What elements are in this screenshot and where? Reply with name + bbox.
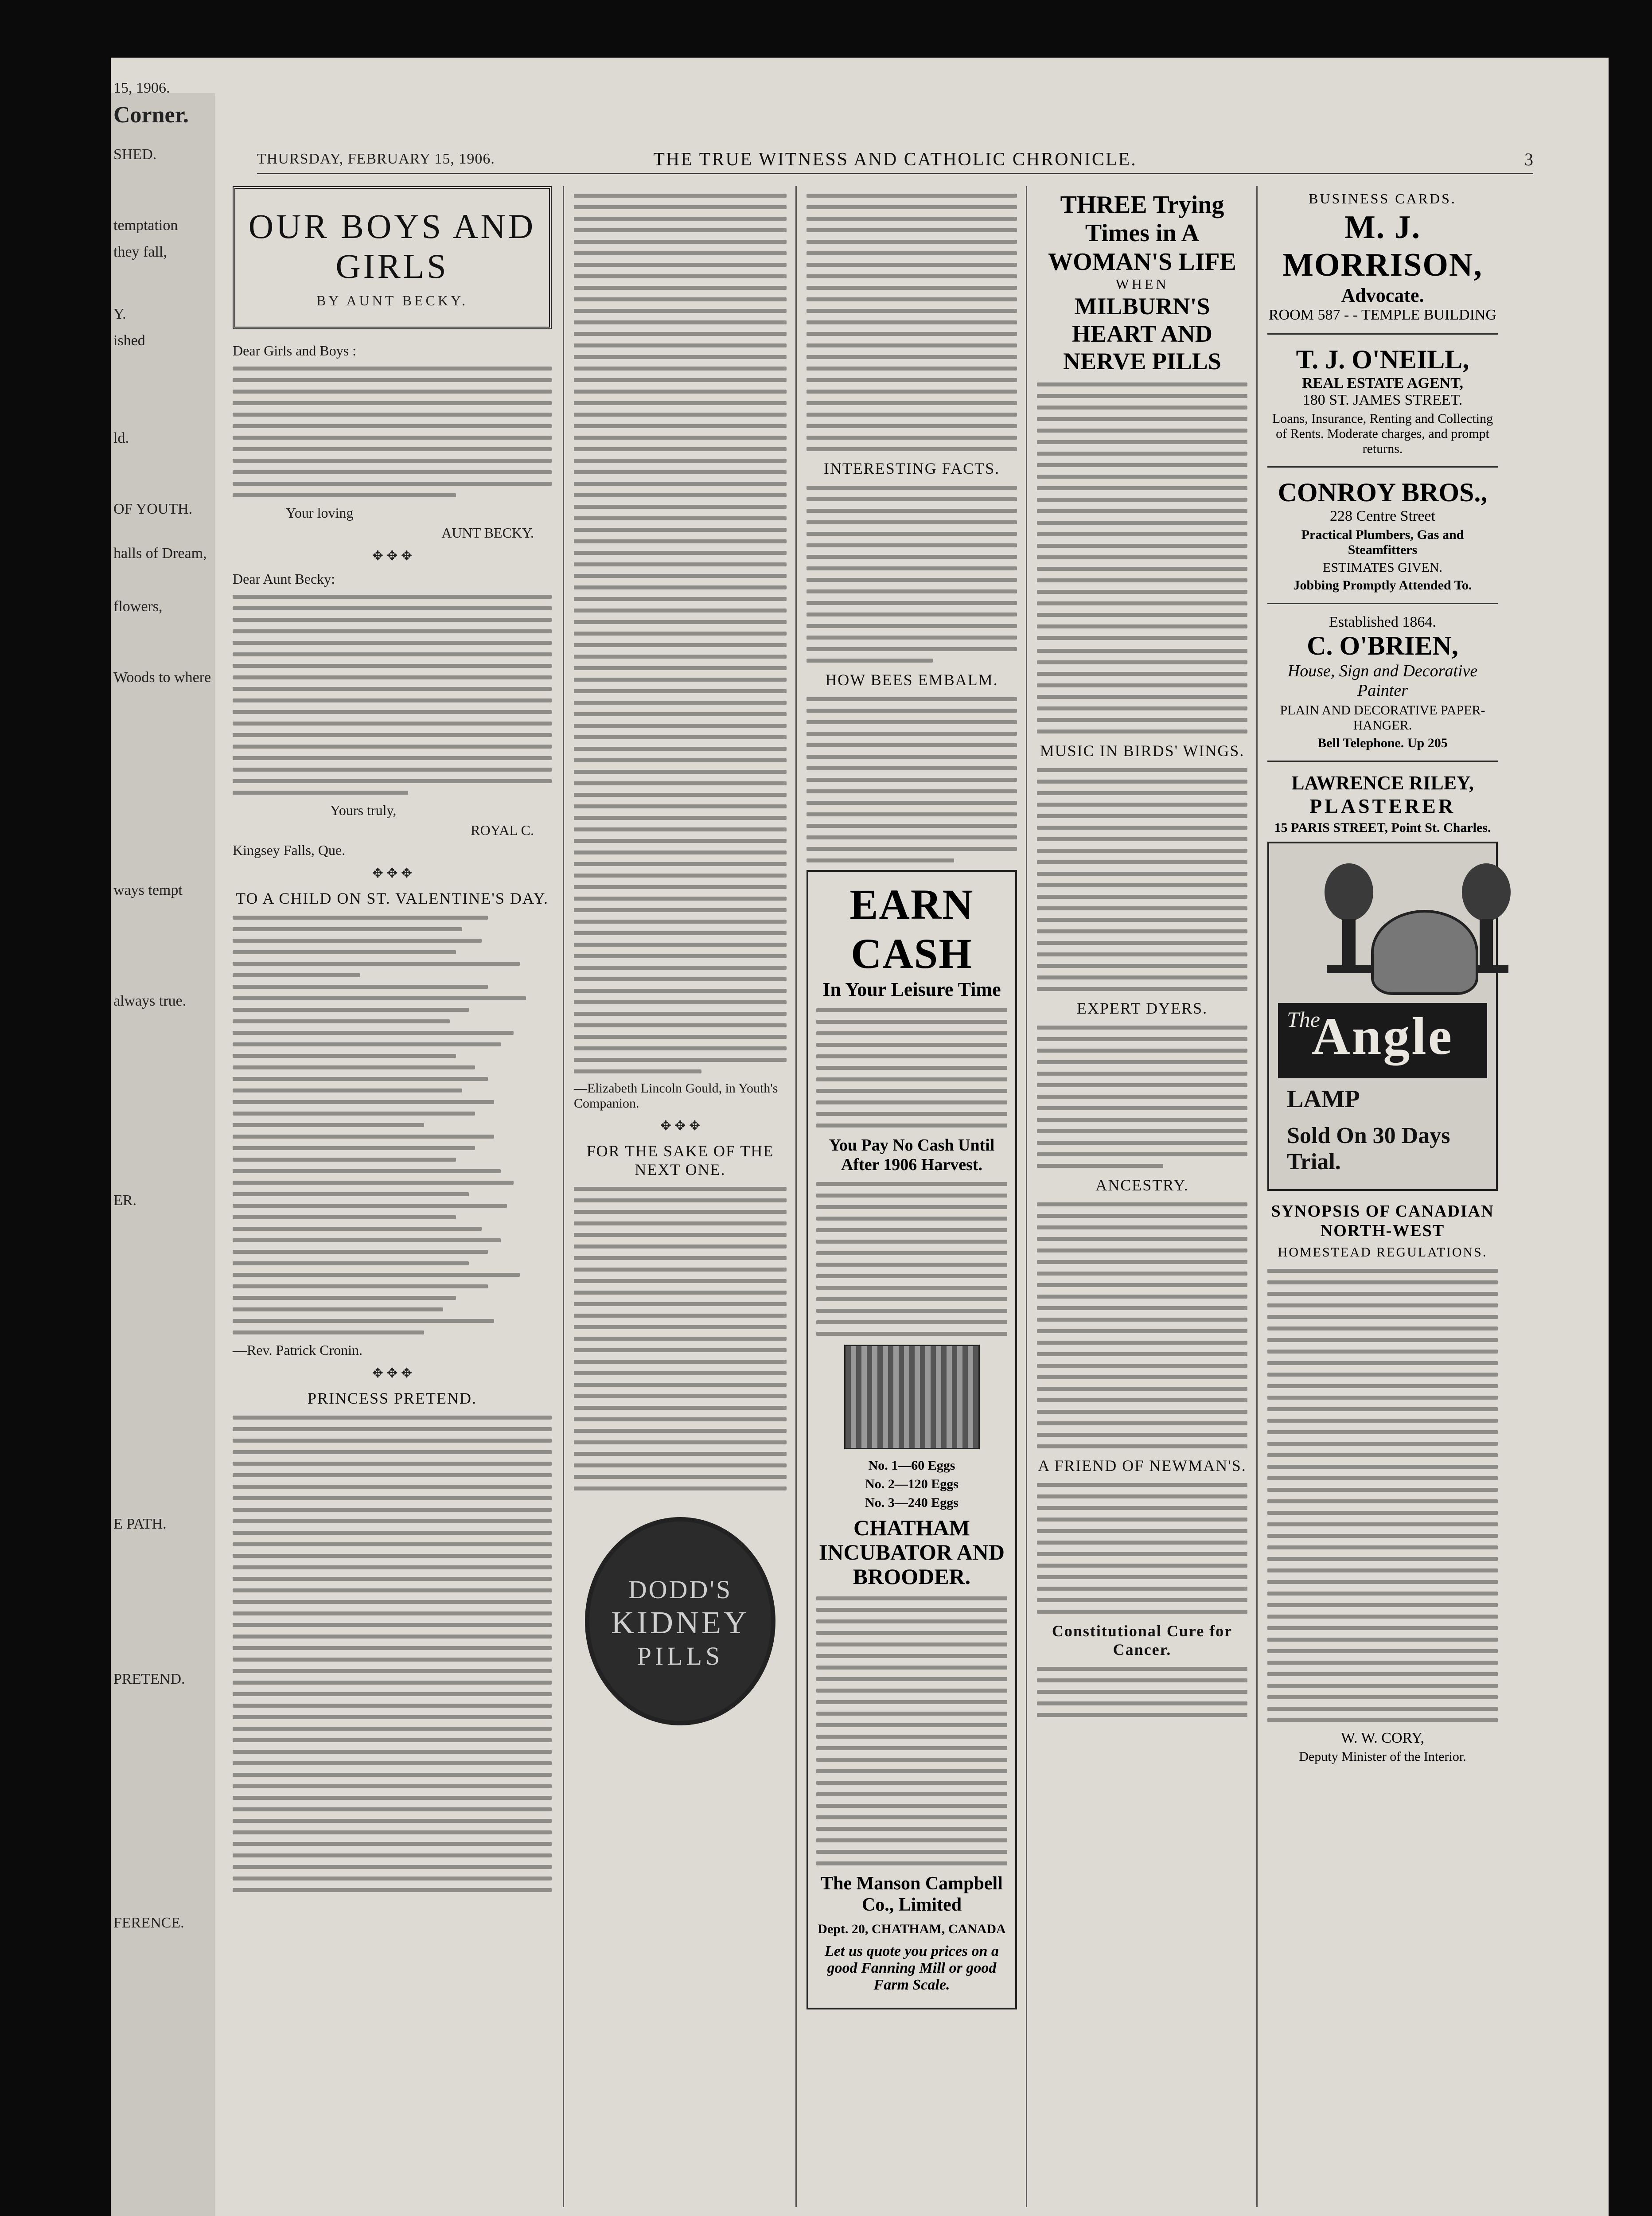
divider-stars: ✥ ✥ ✥ bbox=[372, 1366, 413, 1381]
facts-body bbox=[807, 486, 1017, 663]
heading-expert-dyers: EXPERT DYERS. bbox=[1076, 999, 1208, 1018]
prev-page-fragment: Woods to where bbox=[113, 669, 211, 686]
ad-body bbox=[1037, 382, 1247, 640]
heading-bees: HOW BEES EMBALM. bbox=[825, 671, 998, 689]
card-phone: Bell Telephone. Up 205 bbox=[1317, 736, 1448, 750]
divider-stars: ✥ ✥ ✥ bbox=[372, 549, 413, 563]
dodds-kidney-pills-ad bbox=[585, 1517, 775, 1725]
article-body bbox=[807, 194, 1017, 451]
bees-body bbox=[807, 697, 1017, 862]
letter-body bbox=[233, 367, 552, 497]
card-trade: PLASTERER bbox=[1309, 795, 1456, 817]
card-note: Jobbing Promptly Attended To. bbox=[1293, 578, 1472, 593]
signed-name: W. W. CORY, bbox=[1340, 1730, 1425, 1746]
synopsis-heading: SYNOPSIS OF CANADIAN NORTH-WEST bbox=[1271, 1202, 1494, 1240]
cards-heading: BUSINESS CARDS. bbox=[1309, 191, 1457, 207]
reader-letter-place: Kingsey Falls, Que. bbox=[233, 842, 346, 858]
column-rule bbox=[1256, 186, 1258, 2207]
story-title: PRINCESS PRETEND. bbox=[307, 1389, 477, 1407]
ad-offer: You Pay No Cash Until After 1906 Harvest. bbox=[829, 1136, 995, 1174]
poem-body bbox=[233, 916, 552, 1334]
reader-letter-closing: Yours truly, bbox=[330, 802, 397, 818]
prev-page-fragment: they fall, bbox=[113, 244, 167, 260]
column-1 bbox=[233, 186, 552, 2216]
page-number: 3 bbox=[1524, 149, 1533, 169]
card-address: 15 PARIS STREET, Point St. Charles. bbox=[1274, 820, 1491, 835]
card-address: 228 Centre Street bbox=[1330, 508, 1435, 524]
angle-lamp-ad bbox=[1267, 842, 1498, 1191]
homestead-heading: HOMESTEAD REGULATIONS. bbox=[1278, 1245, 1488, 1260]
heading-newman: A FRIEND OF NEWMAN'S. bbox=[1038, 1457, 1247, 1475]
card-trade: House, Sign and Decorative Painter bbox=[1287, 662, 1478, 700]
prev-page-fragment: Y. bbox=[113, 306, 126, 322]
letter-greeting: Dear Girls and Boys : bbox=[233, 343, 357, 359]
ad-line: WHEN bbox=[1115, 276, 1169, 293]
card-name: C. O'BRIEN, bbox=[1307, 631, 1458, 660]
ad-tagline: Let us quote you prices on a good Fanning Mill or good Farm Scale. bbox=[825, 1943, 999, 1993]
letter-signature: AUNT BECKY. bbox=[441, 525, 534, 541]
ad-address: Dept. 20, CHATHAM, CANADA bbox=[818, 1922, 1006, 1936]
card-established: Established 1864. bbox=[1329, 614, 1436, 630]
music-body bbox=[1037, 768, 1247, 991]
prev-page-fragment: halls of Dream, bbox=[113, 545, 207, 562]
column-3 bbox=[807, 186, 1017, 2216]
cancer-body bbox=[1037, 1667, 1247, 1717]
card-name: M. J. MORRISON, bbox=[1282, 209, 1483, 283]
ancestry-body bbox=[1037, 1202, 1247, 1448]
ad-company: The Manson Campbell Co., Limited bbox=[821, 1873, 1003, 1915]
section-title: OUR BOYS AND GIRLS bbox=[248, 207, 536, 285]
prev-page-corner: Corner. bbox=[113, 102, 189, 128]
prev-page-fragment: always true. bbox=[113, 993, 187, 1009]
masthead bbox=[257, 146, 1533, 174]
issue-date: THURSDAY, FEBRUARY 15, 1906. bbox=[257, 151, 495, 167]
card-name: T. J. O'NEILL, bbox=[1296, 345, 1469, 374]
milburns-ad bbox=[1037, 191, 1247, 640]
prev-page-fragment: SHED. bbox=[113, 146, 157, 163]
card-divider bbox=[1267, 333, 1498, 335]
column-rule bbox=[563, 186, 564, 2207]
story-continued bbox=[574, 194, 787, 1073]
prev-page-fragment: E PATH. bbox=[113, 1516, 167, 1532]
card-address: ROOM 587 - - TEMPLE BUILDING bbox=[1268, 307, 1497, 323]
earn-cash-ad bbox=[807, 870, 1017, 2009]
newspaper-page bbox=[111, 58, 1609, 2216]
newspaper-title: THE TRUE WITNESS AND CATHOLIC CHRONICLE. bbox=[653, 149, 1137, 170]
ad-body-2 bbox=[816, 1182, 1007, 1336]
egg-capacity: No. 1—60 Eggs bbox=[868, 1458, 955, 1473]
ad-line: KIDNEY bbox=[611, 1605, 749, 1640]
previous-page-strip bbox=[111, 80, 215, 2216]
egg-capacity: No. 2—120 Eggs bbox=[865, 1477, 958, 1491]
lamp-the: The bbox=[1287, 1007, 1320, 1032]
column-4 bbox=[1037, 186, 1247, 2216]
lamp-word: LAMP bbox=[1287, 1085, 1360, 1113]
newman-body bbox=[1037, 1483, 1247, 1614]
lamp-banner bbox=[1278, 1003, 1487, 1078]
card-role: REAL ESTATE AGENT, bbox=[1302, 375, 1463, 391]
prev-page-fragment: temptation bbox=[113, 217, 178, 234]
ad-line: THREE Trying Times in A WOMAN'S LIFE bbox=[1048, 191, 1236, 276]
prev-page-date: 15, 1906. bbox=[113, 80, 170, 96]
prev-page-fragment: ways tempt bbox=[113, 882, 183, 898]
divider-stars: ✥ ✥ ✥ bbox=[372, 866, 413, 881]
prev-page-fragment: PRETEND. bbox=[113, 1671, 185, 1687]
article-body bbox=[1037, 649, 1247, 733]
divider-stars: ✥ ✥ ✥ bbox=[660, 1119, 701, 1133]
lamp-globe-icon bbox=[1318, 861, 1380, 976]
ad-testimonials bbox=[816, 1596, 1007, 1865]
column-rule bbox=[1026, 186, 1027, 2207]
column-rule bbox=[795, 186, 797, 2207]
heading-interesting-facts: INTERESTING FACTS. bbox=[823, 460, 1000, 477]
story-source: —Elizabeth Lincoln Gould, in Youth's Companion. bbox=[574, 1081, 778, 1111]
card-role: Advocate. bbox=[1341, 285, 1424, 306]
reader-letter-signature: ROYAL C. bbox=[471, 822, 534, 838]
letter-closing: Your loving bbox=[286, 505, 354, 521]
column-2 bbox=[574, 186, 787, 2216]
signed-title: Deputy Minister of the Interior. bbox=[1299, 1749, 1466, 1764]
section-title-box bbox=[233, 186, 552, 329]
prev-page-fragment: OF YOUTH. bbox=[113, 501, 193, 517]
prev-page-fragment: ld. bbox=[113, 430, 129, 446]
ad-body bbox=[816, 1008, 1007, 1128]
card-name: CONROY BROS., bbox=[1278, 478, 1488, 507]
dyers-body bbox=[1037, 1026, 1247, 1168]
ad-line: PILLS bbox=[637, 1642, 724, 1670]
heading-ancestry: ANCESTRY. bbox=[1095, 1176, 1189, 1194]
ad-line: DODD'S bbox=[628, 1575, 732, 1604]
story-title-2: FOR THE SAKE OF THE NEXT ONE. bbox=[586, 1142, 774, 1178]
card-divider bbox=[1267, 761, 1498, 762]
lamp-trial: Sold On 30 Days Trial. bbox=[1287, 1123, 1450, 1174]
reader-letter-greeting: Dear Aunt Becky: bbox=[233, 571, 335, 587]
card-divider bbox=[1267, 466, 1498, 468]
heading-cancer: Constitutional Cure for Cancer. bbox=[1052, 1622, 1233, 1659]
reader-letter-body bbox=[233, 595, 552, 795]
prev-page-fragment: flowers, bbox=[113, 598, 163, 615]
story-body bbox=[233, 1416, 552, 1892]
column-5-business-cards bbox=[1267, 186, 1498, 2216]
egg-capacity: No. 3—240 Eggs bbox=[865, 1495, 958, 1510]
card-note: Loans, Insurance, Renting and Collecting of Rents. Moderate charges, and prompt returns. bbox=[1272, 411, 1493, 456]
ad-line: MILBURN'S HEART AND NERVE PILLS bbox=[1063, 293, 1221, 375]
lamp-body-icon bbox=[1371, 910, 1478, 995]
story-2-body bbox=[574, 1187, 787, 1490]
card-trade: PLAIN AND DECORATIVE PAPER-HANGER. bbox=[1280, 703, 1485, 733]
card-note: ESTIMATES GIVEN. bbox=[1323, 560, 1442, 575]
product-name: CHATHAM INCUBATOR AND BROODER. bbox=[818, 1515, 1005, 1589]
card-divider bbox=[1267, 603, 1498, 604]
lamp-brand: Angle bbox=[1312, 1007, 1453, 1065]
section-byline: BY AUNT BECKY. bbox=[316, 293, 468, 308]
prev-page-fragment: ished bbox=[113, 332, 145, 349]
card-address: 180 ST. JAMES STREET. bbox=[1302, 392, 1463, 408]
prev-page-fragment: ER. bbox=[113, 1192, 136, 1209]
poem-title: TO A CHILD ON ST. VALENTINE'S DAY. bbox=[236, 890, 549, 907]
ad-headline: EARN CASH bbox=[849, 881, 974, 977]
ad-subhead: In Your Leisure Time bbox=[822, 979, 1001, 1000]
heading-music-birds: MUSIC IN BIRDS' WINGS. bbox=[1040, 742, 1245, 760]
incubator-illustration bbox=[844, 1345, 980, 1449]
poem-author: —Rev. Patrick Cronin. bbox=[233, 1342, 362, 1358]
card-trade: Practical Plumbers, Gas and Steamfitters bbox=[1301, 527, 1464, 557]
card-name: LAWRENCE RILEY, bbox=[1291, 772, 1474, 794]
prev-page-fragment: FERENCE. bbox=[113, 1915, 184, 1931]
homestead-body bbox=[1267, 1269, 1498, 1722]
